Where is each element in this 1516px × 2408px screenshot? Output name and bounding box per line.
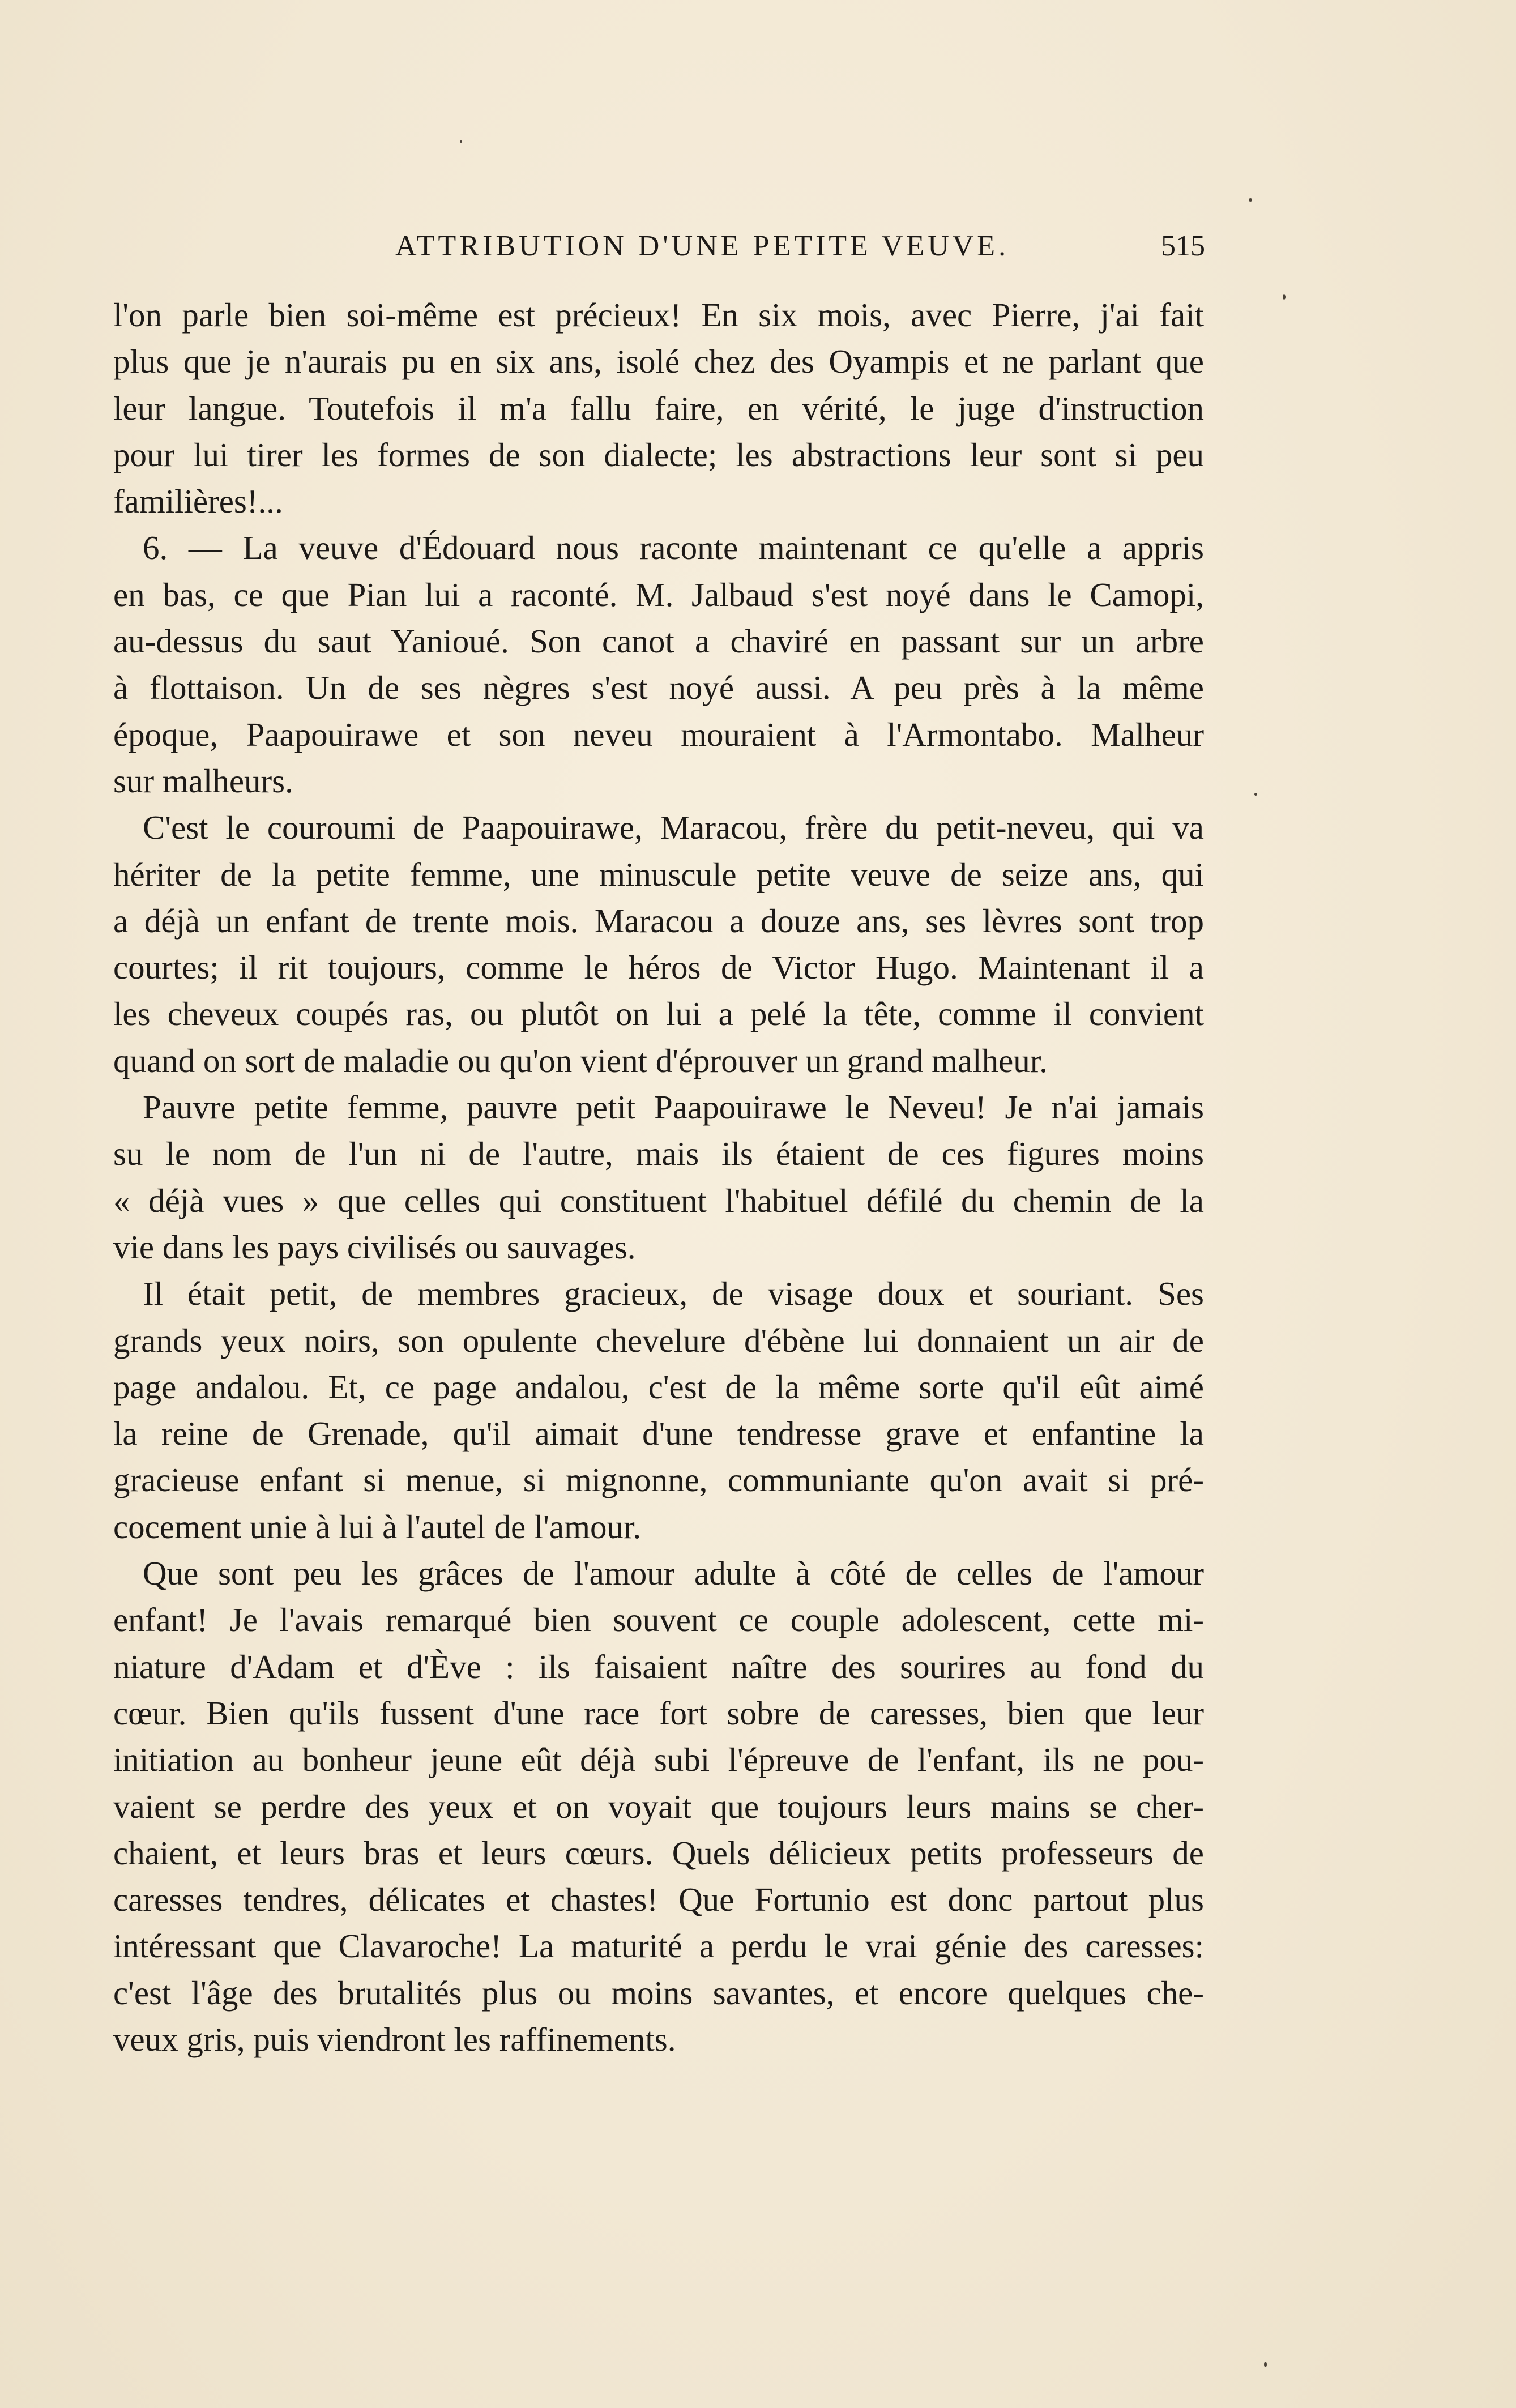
scan-speck — [1249, 198, 1252, 202]
running-head — [112, 229, 1205, 275]
text-line: sur malheurs. — [113, 762, 293, 800]
text-line: niature d'Adam et d'Ève : ils faisaient naître des sourires au fond du — [113, 1647, 1204, 1685]
text-line: quand on sort de maladie ou qu'on vient d'éprouver un grand malheur. — [113, 1041, 1048, 1079]
running-title: ATTRIBUTION D'UNE PETITE VEUVE. — [395, 230, 1010, 262]
text-line: cœur. Bien qu'ils fussent d'une race fort sobre de caresses, bien que leur — [113, 1694, 1204, 1732]
text-line: vie dans les pays civilisés ou sauvages. — [113, 1228, 636, 1266]
text-line: Pauvre petite femme, pauvre petit Paapouirawe le Neveu! Je n'ai jamais — [143, 1088, 1204, 1126]
text-line: C'est le couroumi de Paapouirawe, Maracou, frère du petit-neveu, qui va — [143, 809, 1204, 847]
text-line: les cheveux coupés ras, ou plutôt on lui a pelé la tête, comme il convient — [113, 995, 1204, 1033]
text-line: vaient se perdre des yeux et on voyait que toujours leurs mains se cher- — [113, 1787, 1204, 1825]
text-line: à flottaison. Un de ses nègres s'est noyé aussi. A peu près à la même — [113, 669, 1204, 707]
text-line: grands yeux noirs, son opulente chevelure d'ébène lui donnaient un air de — [113, 1321, 1204, 1359]
text-line: « déjà vues » que celles qui constituent l'habituel défilé du chemin de la — [113, 1181, 1204, 1219]
text-line: leur langue. Toutefois il m'a fallu faire, en vérité, le juge d'instruction — [113, 389, 1204, 427]
paragraph — [113, 524, 1204, 804]
paragraph — [113, 1084, 1204, 1270]
text-line: Il était petit, de membres gracieux, de visage doux et souriant. Ses — [143, 1275, 1204, 1313]
text-line: c'est l'âge des brutalités plus ou moins savantes, et encore quelques che- — [113, 1974, 1204, 2012]
text-line: hériter de la petite femme, une minuscule petite veuve de seize ans, qui — [113, 855, 1204, 893]
text-line: enfant! Je l'avais remarqué bien souvent ce couple adolescent, cette mi- — [113, 1601, 1204, 1639]
text-line: plus que je n'aurais pu en six ans, isolé chez des Oyampis et ne parlant que — [113, 343, 1204, 381]
scan-speck — [1254, 793, 1257, 796]
text-line: au-dessus du saut Yanioué. Son canot a chaviré en passant sur un arbre — [113, 622, 1204, 660]
text-line: familières!... — [113, 483, 283, 520]
scan-speck — [1283, 294, 1286, 300]
paragraph — [113, 1550, 1204, 2063]
text-line: initiation au bonheur jeune eût déjà subi l'épreuve de l'enfant, ils ne pou- — [113, 1741, 1204, 1779]
text-line: veux gris, puis viendront les raffinements. — [113, 2020, 676, 2058]
scan-speck — [460, 140, 462, 143]
page-number: 515 — [1161, 230, 1205, 262]
text-line: page andalou. Et, ce page andalou, c'est de la même sorte qu'il eût aimé — [113, 1368, 1204, 1406]
text-line: caresses tendres, délicates et chastes! Que Fortunio est donc partout plus — [113, 1881, 1204, 1919]
text-line: courtes; il rit toujours, comme le héros de Victor Hugo. Maintenant il a — [113, 949, 1204, 987]
text-line: a déjà un enfant de trente mois. Maracou a douze ans, ses lèvres sont trop — [113, 902, 1204, 940]
text-line: la reine de Grenade, qu'il aimait d'une tendresse grave et enfantine la — [113, 1415, 1204, 1453]
text-line: 6. — La veuve d'Édouard nous raconte maintenant ce qu'elle a appris — [143, 529, 1204, 567]
text-line: pour lui tirer les formes de son dialecte; les abstractions leur sont si peu — [113, 436, 1204, 473]
paragraph — [113, 292, 1204, 524]
paragraph — [113, 1270, 1204, 1550]
text-line: intéressant que Clavaroche! La maturité a perdu le vrai génie des caresses: — [113, 1927, 1204, 1965]
body-text — [113, 292, 1204, 2063]
text-line: gracieuse enfant si menue, si mignonne, communiante qu'on avait si pré- — [113, 1461, 1204, 1499]
text-line: chaient, et leurs bras et leurs cœurs. Quels délicieux petits professeurs de — [113, 1834, 1204, 1872]
text-line: époque, Paapouirawe et son neveu mouraient à l'Armontabo. Malheur — [113, 715, 1204, 753]
text-line: Que sont peu les grâces de l'amour adulte à côté de celles de l'amour — [143, 1555, 1204, 1592]
scan-speck — [1264, 2362, 1267, 2367]
text-line: cocement unie à lui à l'autel de l'amour. — [113, 1508, 642, 1545]
text-line: en bas, ce que Pian lui a raconté. M. Jalbaud s'est noyé dans le Camopi, — [113, 575, 1204, 613]
text-line: l'on parle bien soi-même est précieux! En six mois, avec Pierre, j'ai fait — [113, 296, 1204, 334]
text-line: su le nom de l'un ni de l'autre, mais ils étaient de ces figures moins — [113, 1135, 1204, 1173]
paragraph — [113, 804, 1204, 1084]
